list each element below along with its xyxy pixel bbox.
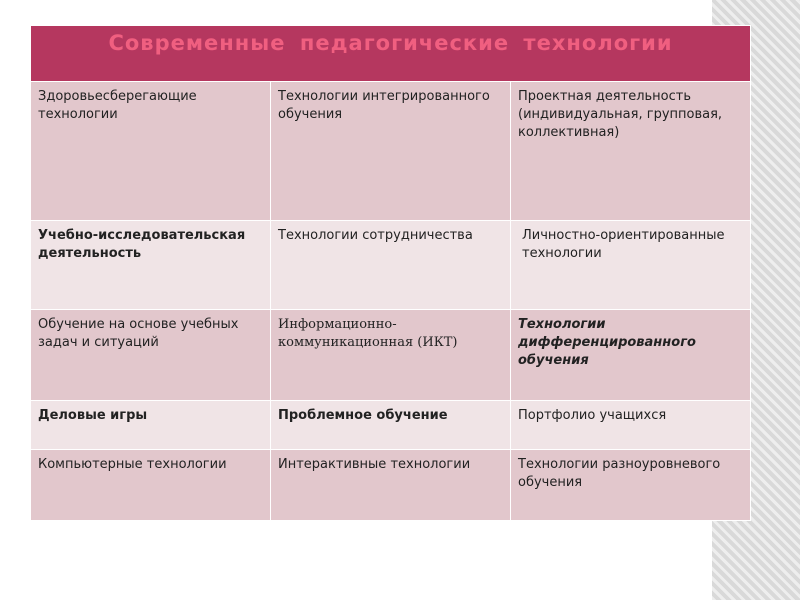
table-cell: Технологии дифференцированного обучения bbox=[511, 310, 751, 401]
table-row bbox=[31, 401, 751, 450]
technologies-table bbox=[30, 25, 751, 521]
table-cell: Проблемное обучение bbox=[271, 401, 511, 450]
table-cell: Портфолио учащихся bbox=[511, 401, 751, 450]
table-row bbox=[31, 310, 751, 401]
table-cell: Учебно-исследовательская деятельность bbox=[31, 221, 271, 310]
table-cell: Технологии интегрированного обучения bbox=[271, 82, 511, 221]
table-cell: Компьютерные технологии bbox=[31, 450, 271, 521]
table-cell: Обучение на основе учебных задач и ситуаций bbox=[31, 310, 271, 401]
table-cell: Проектная деятельность (индивидуальная, групповая, коллективная) bbox=[511, 82, 751, 221]
table-title: Современные педагогические технологии bbox=[31, 26, 751, 82]
table-header-row bbox=[31, 26, 751, 82]
table-row bbox=[31, 82, 751, 221]
table-cell: Здоровьесберегающие технологии bbox=[31, 82, 271, 221]
table-cell: Технологии сотрудничества bbox=[271, 221, 511, 310]
table-cell: Интерактивные технологии bbox=[271, 450, 511, 521]
table-cell: Деловые игры bbox=[31, 401, 271, 450]
table-cell: Личностно-ориентированные технологии bbox=[511, 221, 751, 310]
table-row bbox=[31, 450, 751, 521]
table-row bbox=[31, 221, 751, 310]
table-cell: Технологии разноуровневого обучения bbox=[511, 450, 751, 521]
table-cell: Информационно-коммуникационная (ИКТ) bbox=[271, 310, 511, 401]
